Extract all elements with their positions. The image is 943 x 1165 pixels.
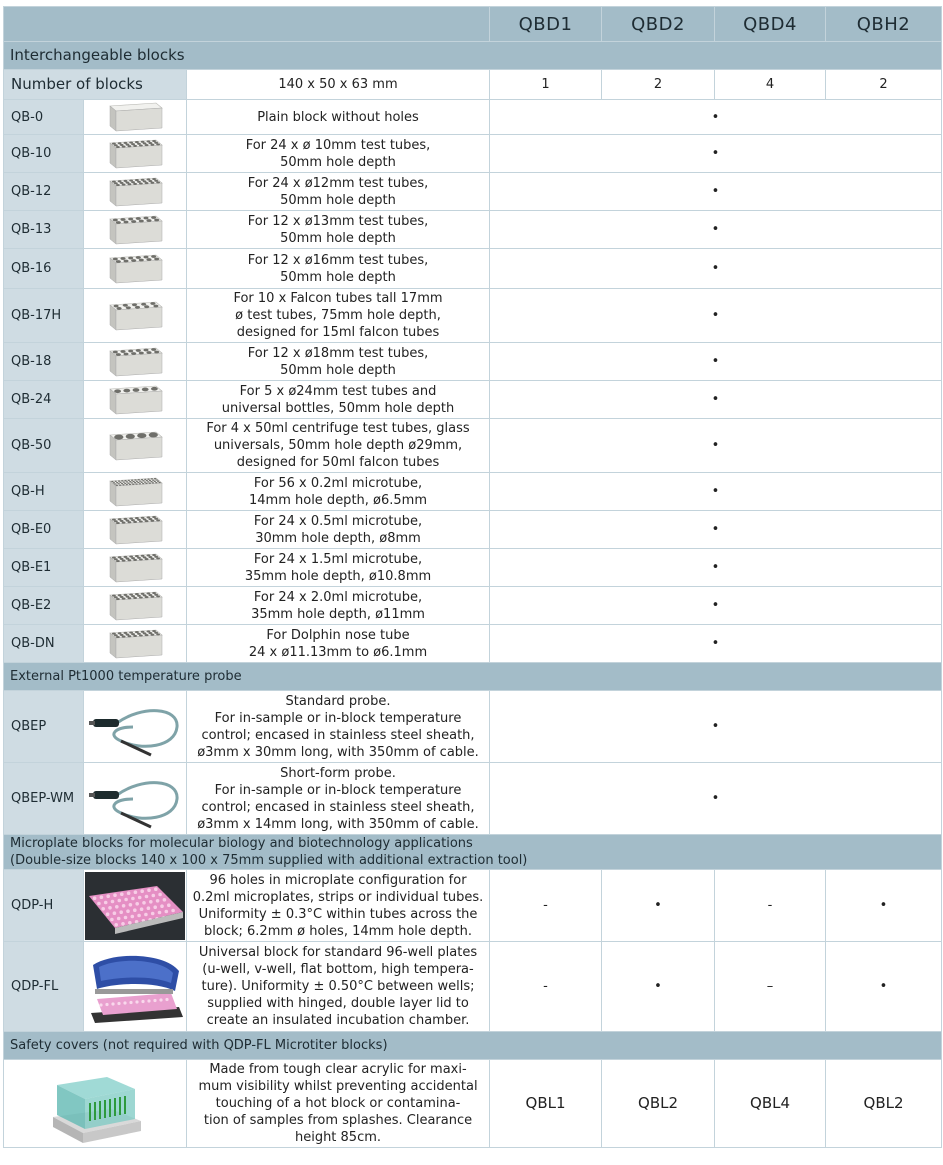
availability-all-models: • xyxy=(490,549,942,587)
description-text: For 12 x ø13mm test tubes, 50mm hole depth xyxy=(247,213,429,246)
thumbnail-cell xyxy=(84,289,187,343)
thumbnail-cell xyxy=(84,100,187,135)
thumbnail-cell xyxy=(84,763,187,835)
availability-qbd4: - xyxy=(715,870,826,942)
item-code: QB-13 xyxy=(4,211,84,249)
cover-description xyxy=(187,1060,490,1148)
availability-all-models: • xyxy=(490,473,942,511)
availability-all-models: • xyxy=(490,511,942,549)
availability-qbd1: - xyxy=(490,870,602,942)
thumbnail-cell xyxy=(84,511,187,549)
blocks-row xyxy=(4,343,942,381)
item-code: QB-12 xyxy=(4,173,84,211)
item-code: QDP-H xyxy=(4,870,84,942)
blocks-row xyxy=(4,100,942,135)
item-description xyxy=(187,173,490,211)
cover-code-qbd4: QBL4 xyxy=(715,1060,826,1148)
description-text: For 12 x ø18mm test tubes, 50mm hole depth xyxy=(247,345,429,378)
description-text: For 24 x 2.0ml microtube, 35mm hole depth, ø11mm xyxy=(251,589,425,622)
description-text: Universal block for standard 96-well plates (u-well, v-well, flat bottom, high tempera- ture). Uniformity ± 0.50°C between wells; supplied with hinged, double layer lid to create an insulated incubation chamber. xyxy=(198,945,478,1028)
item-code: QB-E1 xyxy=(4,549,84,587)
availability-all-models: • xyxy=(490,289,942,343)
availability-all-models: • xyxy=(490,587,942,625)
description-text: For Dolphin nose tube 24 x ø11.13mm to ø6.1mm xyxy=(248,627,428,660)
item-description xyxy=(187,249,490,289)
thumbnail-cell xyxy=(84,135,187,173)
blocks-row xyxy=(4,625,942,663)
availability-qbh2: • xyxy=(826,942,942,1032)
microplates-row xyxy=(4,942,942,1032)
item-code: QB-DN xyxy=(4,625,84,663)
safety-cover-row xyxy=(4,1060,942,1148)
availability-all-models: • xyxy=(490,135,942,173)
thumbnail-cell xyxy=(84,381,187,419)
item-description xyxy=(187,419,490,473)
thumbnail-cell xyxy=(84,691,187,763)
item-description xyxy=(187,511,490,549)
item-code: QBEP-WM xyxy=(4,763,84,835)
block-24-holes-icon xyxy=(106,589,164,623)
item-description xyxy=(187,870,490,942)
cover-code-qbd2: QBL2 xyxy=(602,1060,715,1148)
block-5-holes-icon xyxy=(106,383,164,417)
item-description xyxy=(187,549,490,587)
probes-row xyxy=(4,763,942,835)
probes-row xyxy=(4,691,942,763)
availability-qbd1: - xyxy=(490,942,602,1032)
item-code: QB-10 xyxy=(4,135,84,173)
thumbnail-cell xyxy=(84,625,187,663)
description-text: For 4 x 50ml centrifuge test tubes, glass universals, 50mm hole depth ø29mm, designed for 50ml falcon tubes xyxy=(206,421,470,470)
availability-all-models: • xyxy=(490,343,942,381)
item-code: QB-0 xyxy=(4,100,84,135)
item-code: QB-H xyxy=(4,473,84,511)
blocks-row xyxy=(4,211,942,249)
availability-all-models: • xyxy=(490,249,942,289)
plain-block-icon xyxy=(106,100,164,134)
block-24-holes-icon xyxy=(106,513,164,547)
item-description xyxy=(187,381,490,419)
block-12-holes-icon xyxy=(106,252,164,286)
count-qbd1: 1 xyxy=(490,70,602,100)
header-blank xyxy=(4,7,490,42)
description-text: For 24 x ø 10mm test tubes, 50mm hole depth xyxy=(245,137,431,170)
availability-all-models: • xyxy=(490,691,942,763)
block-10-holes-icon xyxy=(106,299,164,333)
item-description xyxy=(187,473,490,511)
microplate-block-icon xyxy=(85,872,185,940)
spec-table xyxy=(3,6,942,1148)
number-of-blocks-label: Number of blocks xyxy=(4,70,187,100)
item-code: QB-50 xyxy=(4,419,84,473)
section-safety-covers xyxy=(4,1032,942,1060)
item-code: QB-E2 xyxy=(4,587,84,625)
description-text: For 5 x ø24mm test tubes and universal bottles, 50mm hole depth xyxy=(221,383,455,416)
availability-qbd4: – xyxy=(715,942,826,1032)
description-text: Short-form probe. For in-sample or in-block temperature control; encased in stainless steel sheath, ø3mm x 14mm long, with 350mm of cable. xyxy=(197,765,479,832)
item-description xyxy=(187,587,490,625)
section-temperature-probe xyxy=(4,663,942,691)
item-description xyxy=(187,625,490,663)
thumbnail-cell xyxy=(84,249,187,289)
description-text: 96 holes in microplate configuration for 0.2ml microplates, strips or individual tubes. Uniformity ± 0.3°C within tubes across the block; 6.2mm ø holes, 14mm hole depth. xyxy=(192,872,484,939)
availability-qbd2: • xyxy=(602,870,715,942)
item-code: QB-16 xyxy=(4,249,84,289)
model-qbd2: QBD2 xyxy=(602,7,715,42)
block-4-holes-icon xyxy=(106,429,164,463)
item-code: QB-18 xyxy=(4,343,84,381)
model-qbd1: QBD1 xyxy=(490,7,602,42)
section-title: Microplate blocks for molecular biology and biotechnology applications (Double-size blocks 140 x 100 x 75mm supplied with additional extraction tool) xyxy=(4,835,942,870)
blocks-row xyxy=(4,249,942,289)
description-text: For 10 x Falcon tubes tall 17mm ø test tubes, 75mm hole depth, designed for 15ml falcon tubes xyxy=(233,291,443,340)
count-qbd2: 2 xyxy=(602,70,715,100)
description-text: For 12 x ø16mm test tubes, 50mm hole depth xyxy=(247,252,429,285)
block-12-holes-icon xyxy=(106,213,164,247)
safety-cover-icon xyxy=(45,1063,145,1145)
section-title: External Pt1000 temperature probe xyxy=(4,663,942,691)
item-code: QB-24 xyxy=(4,381,84,419)
item-description xyxy=(187,691,490,763)
section-title: Interchangeable blocks xyxy=(4,42,942,70)
model-qbd4: QBD4 xyxy=(715,7,826,42)
blocks-row xyxy=(4,381,942,419)
item-description xyxy=(187,942,490,1032)
hinged-lid-block-icon xyxy=(85,951,185,1023)
thumbnail-cell xyxy=(84,549,187,587)
section-interchangeable-blocks xyxy=(4,42,942,70)
thumbnail-cell xyxy=(84,173,187,211)
block-24-holes-icon xyxy=(106,175,164,209)
count-qbh2: 2 xyxy=(826,70,942,100)
cover-code-qbh2: QBL2 xyxy=(826,1060,942,1148)
item-description xyxy=(187,100,490,135)
availability-all-models: • xyxy=(490,100,942,135)
block-24-holes-icon xyxy=(106,137,164,171)
availability-qbh2: • xyxy=(826,870,942,942)
number-of-blocks-row xyxy=(4,70,942,100)
section-title: Safety covers (not required with QDP-FL Microtiter blocks) xyxy=(4,1032,942,1060)
description-text: Plain block without holes xyxy=(257,109,419,125)
availability-all-models: • xyxy=(490,381,942,419)
block-56-holes-icon xyxy=(106,475,164,509)
blocks-row xyxy=(4,173,942,211)
thumbnail-cell xyxy=(84,870,187,942)
blocks-row xyxy=(4,511,942,549)
thumbnail-cell xyxy=(84,473,187,511)
block-12-holes-icon xyxy=(106,345,164,379)
availability-all-models: • xyxy=(490,211,942,249)
blocks-row xyxy=(4,587,942,625)
item-description xyxy=(187,343,490,381)
temperature-probe-icon xyxy=(87,769,183,829)
blocks-row xyxy=(4,289,942,343)
thumbnail-cell xyxy=(84,419,187,473)
temperature-probe-icon xyxy=(87,697,183,757)
thumbnail-cell xyxy=(84,587,187,625)
description-text: For 24 x 0.5ml microtube, 30mm hole depth, ø8mm xyxy=(253,513,423,546)
availability-all-models: • xyxy=(490,625,942,663)
availability-all-models: • xyxy=(490,419,942,473)
count-qbd4: 4 xyxy=(715,70,826,100)
description-text: For 56 x 0.2ml microtube, 14mm hole depth, ø6.5mm xyxy=(249,475,427,508)
availability-all-models: • xyxy=(490,173,942,211)
block-24-holes-icon xyxy=(106,627,164,661)
item-description xyxy=(187,135,490,173)
item-code: QBEP xyxy=(4,691,84,763)
model-qbh2: QBH2 xyxy=(826,7,942,42)
thumbnail-cell xyxy=(4,1060,187,1148)
description-text: For 24 x ø12mm test tubes, 50mm hole depth xyxy=(247,175,429,208)
item-description xyxy=(187,763,490,835)
thumbnail-cell xyxy=(84,211,187,249)
blocks-row xyxy=(4,473,942,511)
thumbnail-cell xyxy=(84,343,187,381)
microplates-row xyxy=(4,870,942,942)
blocks-row xyxy=(4,135,942,173)
item-description xyxy=(187,289,490,343)
item-code: QDP-FL xyxy=(4,942,84,1032)
blocks-row xyxy=(4,419,942,473)
description-text: Standard probe. For in-sample or in-block temperature control; encased in stainless steel sheath, ø3mm x 30mm long, with 350mm of cable. xyxy=(197,693,479,760)
item-code: QB-17H xyxy=(4,289,84,343)
thumbnail-cell xyxy=(84,942,187,1032)
item-description xyxy=(187,211,490,249)
item-code: QB-E0 xyxy=(4,511,84,549)
header-row xyxy=(4,7,942,42)
section-microplate-blocks xyxy=(4,835,942,870)
availability-qbd2: • xyxy=(602,942,715,1032)
blocks-row xyxy=(4,549,942,587)
availability-all-models: • xyxy=(490,763,942,835)
description-text: Made from tough clear acrylic for maxi- mum visibility whilst preventing accidental touching of a hot block or contamina- tion of samples from splashes. Clearance height 85cm. xyxy=(198,1062,478,1145)
cover-code-qbd1: QBL1 xyxy=(490,1060,602,1148)
block-24-holes-icon xyxy=(106,551,164,585)
description-text: For 24 x 1.5ml microtube, 35mm hole depth, ø10.8mm xyxy=(244,551,432,584)
block-dimensions: 140 x 50 x 63 mm xyxy=(187,70,490,100)
